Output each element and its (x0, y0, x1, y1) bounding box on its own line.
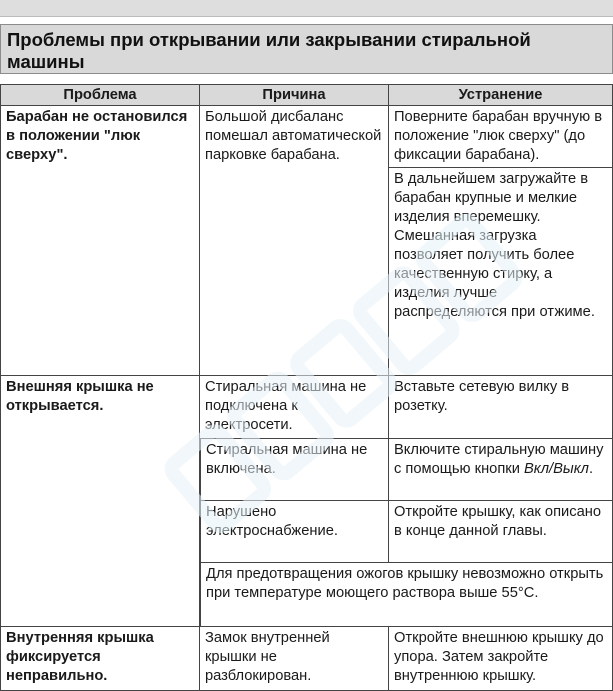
remedy-cell: Откройте крышку, как описано в конце данной главы. (389, 501, 613, 563)
table-row (0, 627, 613, 691)
cause-cell: Большой дисбаланс помешал автоматической парковке барабана. (200, 106, 389, 376)
cause-cell: Замок внутренней крышки не разблокирован. (200, 627, 389, 691)
note-cell: Для предотвращения ожогов крышку невозможно открыть при температуре моющего раствора выше 55°C. (200, 563, 613, 627)
remedy-text: Включите стиральную машину с помощью кнопки (394, 442, 604, 477)
table-row (0, 106, 613, 376)
remedy-cell: Вставьте сетевую вилку в розетку. (389, 376, 613, 439)
remedy-text-end: . (588, 461, 594, 477)
column-header-cause: Причина (200, 84, 389, 106)
remedy-cell (389, 439, 613, 501)
table-header-row (0, 84, 613, 106)
remedy-cell (389, 106, 613, 376)
top-bar (0, 0, 613, 17)
problem-cell: Барабан не остановился в положении "люк сверху". (0, 106, 200, 376)
remedy-paragraph: Поверните барабан вручную в положение "люк сверху" (до фиксации барабана). (394, 109, 602, 163)
problem-cell: Внешняя крышка не открывается. (0, 376, 200, 627)
troubleshooting-table (0, 84, 613, 691)
section-title: Проблемы при открывании или закрывании стиральной машины (7, 29, 531, 72)
remedy-paragraph: В дальнейшем загружайте в барабан крупные и мелкие изделия вперемешку. Смешанная загрузка позволяет получить более качественную стирку, а изделия лучше распределяются при отжиме. (389, 167, 612, 322)
cause-cell: Нарушено электроснабжение. (200, 501, 389, 563)
remedy-cell: Откройте внешнюю крышку до упора. Затем закройте внутреннюю крышку. (389, 627, 613, 691)
power-button-label: Вкл/Выкл (524, 461, 589, 477)
section-header (0, 24, 613, 74)
cause-cell: Стиральная машина не включена. (200, 439, 389, 501)
problem-cell: Внутренняя крышка фиксируется неправильно. (0, 627, 200, 691)
column-header-remedy: Устранение (389, 84, 613, 106)
cause-cell: Стиральная машина не подключена к электросети. (200, 376, 389, 439)
column-header-problem: Проблема (0, 84, 200, 106)
table-row (0, 376, 613, 439)
